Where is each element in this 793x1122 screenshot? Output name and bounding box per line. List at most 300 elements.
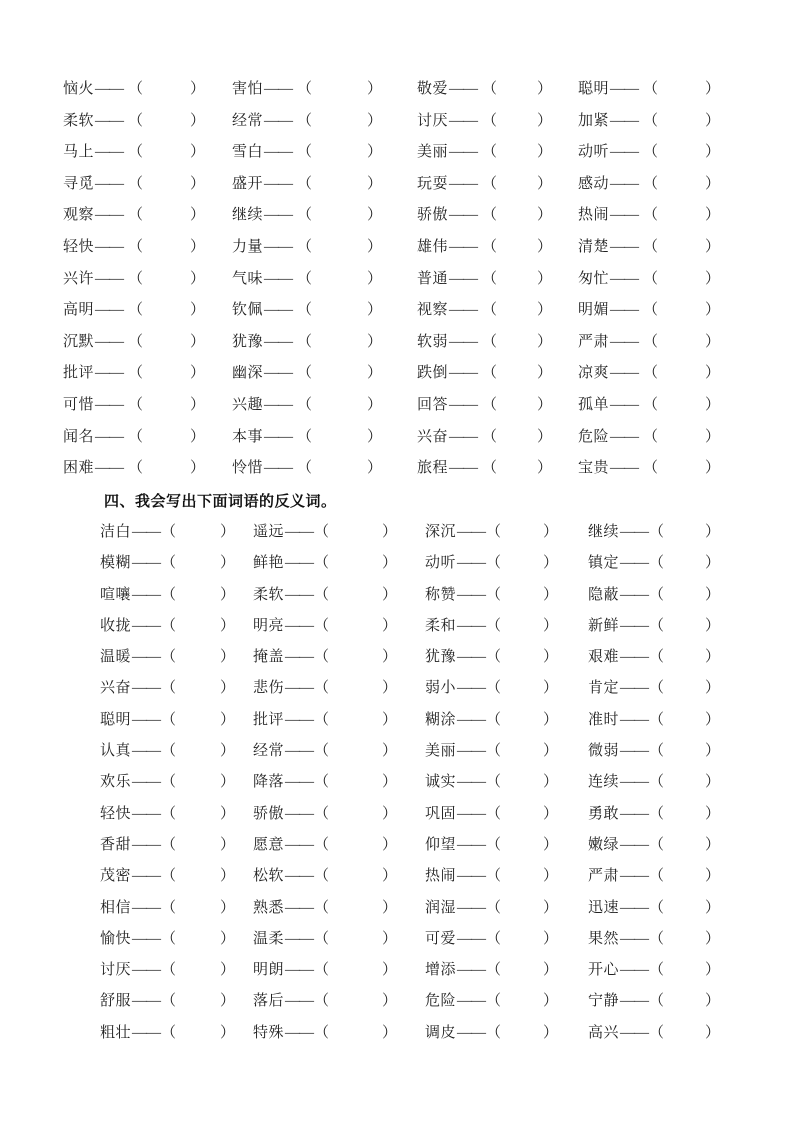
close-paren: ） xyxy=(366,81,382,97)
close-paren: ） xyxy=(381,962,397,979)
close-paren: ） xyxy=(219,586,235,603)
close-paren: ） xyxy=(704,962,720,979)
open-paren: （ xyxy=(649,899,665,916)
dash-separator: —— xyxy=(457,993,486,1010)
open-paren: （ xyxy=(482,270,498,287)
word-row xyxy=(100,992,760,1023)
word-text: 闻名 xyxy=(63,428,95,445)
close-paren: ） xyxy=(219,711,235,728)
word-text: 幽深 xyxy=(232,365,264,382)
word-text: 诚实 xyxy=(425,774,457,791)
word-text: 严肃 xyxy=(578,333,610,350)
open-paren: （ xyxy=(128,365,144,382)
word-text: 热闹 xyxy=(578,207,610,224)
word-cell xyxy=(417,270,552,289)
word-text: 讨厌 xyxy=(417,112,449,129)
word-text: 经常 xyxy=(253,743,285,760)
open-paren: （ xyxy=(643,238,659,255)
dash-separator: —— xyxy=(132,555,161,572)
word-text: 模糊 xyxy=(100,555,132,572)
word-cell xyxy=(253,1024,397,1043)
close-paren: ） xyxy=(381,836,397,853)
open-paren: （ xyxy=(161,962,177,979)
word-text: 迅速 xyxy=(588,899,620,916)
word-text: 愿意 xyxy=(253,836,285,853)
word-text: 茂密 xyxy=(100,868,132,885)
word-text: 兴许 xyxy=(63,270,95,287)
open-paren: （ xyxy=(486,836,502,853)
word-text: 力量 xyxy=(232,238,264,255)
dash-separator: —— xyxy=(132,1024,161,1041)
word-text: 兴奋 xyxy=(100,680,132,697)
word-cell xyxy=(425,648,558,667)
word-text: 掩盖 xyxy=(253,649,285,666)
word-row xyxy=(63,364,763,396)
dash-separator: —— xyxy=(264,333,293,350)
open-paren: （ xyxy=(649,680,665,697)
word-cell xyxy=(100,930,235,949)
word-cell xyxy=(253,586,397,605)
open-paren: （ xyxy=(482,112,498,129)
dash-separator: —— xyxy=(620,586,649,603)
close-paren: ） xyxy=(704,805,720,822)
dash-separator: —— xyxy=(264,460,293,477)
word-row xyxy=(63,80,763,112)
dash-separator: —— xyxy=(610,460,639,477)
word-text: 气味 xyxy=(232,270,264,287)
open-paren: （ xyxy=(643,81,659,97)
close-paren: ） xyxy=(381,524,397,540)
close-paren: ） xyxy=(189,144,205,161)
open-paren: （ xyxy=(161,649,177,666)
word-text: 明朗 xyxy=(253,962,285,979)
dash-separator: —— xyxy=(620,555,649,572)
open-paren: （ xyxy=(297,112,313,129)
dash-separator: —— xyxy=(610,112,639,129)
dash-separator: —— xyxy=(449,428,478,445)
word-text: 感动 xyxy=(578,175,610,192)
open-paren: （ xyxy=(643,144,659,161)
word-text: 本事 xyxy=(232,428,264,445)
open-paren: （ xyxy=(314,617,330,634)
section-antonyms-list xyxy=(100,523,760,1055)
word-cell xyxy=(63,396,205,415)
dash-separator: —— xyxy=(264,302,293,319)
word-text: 危险 xyxy=(578,428,610,445)
section-synonyms-list xyxy=(63,80,763,491)
close-paren: ） xyxy=(704,680,720,697)
word-text: 果然 xyxy=(588,930,620,947)
word-text: 肯定 xyxy=(588,680,620,697)
close-paren: ） xyxy=(381,586,397,603)
dash-separator: —— xyxy=(95,365,124,382)
word-cell xyxy=(417,364,552,383)
dash-separator: —— xyxy=(449,460,478,477)
open-paren: （ xyxy=(643,112,659,129)
word-cell xyxy=(578,143,720,162)
word-text: 寻觅 xyxy=(63,175,95,192)
close-paren: ） xyxy=(704,524,720,540)
open-paren: （ xyxy=(486,649,502,666)
close-paren: ） xyxy=(704,333,720,350)
close-paren: ） xyxy=(536,112,552,129)
word-text: 可爱 xyxy=(425,930,457,947)
word-text: 勇敢 xyxy=(588,805,620,822)
word-cell xyxy=(578,270,720,289)
open-paren: （ xyxy=(482,81,498,97)
dash-separator: —— xyxy=(132,524,161,540)
dash-separator: —— xyxy=(285,930,314,947)
word-cell xyxy=(100,805,235,824)
dash-separator: —— xyxy=(132,649,161,666)
close-paren: ） xyxy=(219,962,235,979)
dash-separator: —— xyxy=(285,617,314,634)
dash-separator: —— xyxy=(264,175,293,192)
word-cell xyxy=(578,112,720,131)
close-paren: ） xyxy=(219,899,235,916)
word-cell xyxy=(425,1024,558,1043)
word-row xyxy=(63,143,763,175)
word-text: 可惜 xyxy=(63,396,95,413)
open-paren: （ xyxy=(486,743,502,760)
word-text: 聪明 xyxy=(578,81,610,97)
word-cell xyxy=(253,679,397,698)
open-paren: （ xyxy=(649,993,665,1010)
dash-separator: —— xyxy=(449,175,478,192)
close-paren: ） xyxy=(536,175,552,192)
open-paren: （ xyxy=(314,649,330,666)
open-paren: （ xyxy=(649,649,665,666)
open-paren: （ xyxy=(643,428,659,445)
word-row xyxy=(100,930,760,961)
close-paren: ） xyxy=(536,333,552,350)
dash-separator: —— xyxy=(264,81,293,97)
close-paren: ） xyxy=(366,428,382,445)
word-text: 宁静 xyxy=(588,993,620,1010)
dash-separator: —— xyxy=(457,524,486,540)
word-text: 软弱 xyxy=(417,333,449,350)
open-paren: （ xyxy=(161,836,177,853)
open-paren: （ xyxy=(486,617,502,634)
word-text: 熟悉 xyxy=(253,899,285,916)
word-text: 严肃 xyxy=(588,868,620,885)
word-text: 洁白 xyxy=(100,524,132,540)
close-paren: ） xyxy=(704,899,720,916)
open-paren: （ xyxy=(314,868,330,885)
open-paren: （ xyxy=(486,555,502,572)
word-text: 匆忙 xyxy=(578,270,610,287)
word-text: 沉默 xyxy=(63,333,95,350)
dash-separator: —— xyxy=(132,836,161,853)
dash-separator: —— xyxy=(610,333,639,350)
word-text: 加紧 xyxy=(578,112,610,129)
open-paren: （ xyxy=(161,899,177,916)
close-paren: ） xyxy=(189,207,205,224)
dash-separator: —— xyxy=(457,555,486,572)
close-paren: ） xyxy=(189,460,205,477)
dash-separator: —— xyxy=(457,805,486,822)
word-text: 雪白 xyxy=(232,144,264,161)
open-paren: （ xyxy=(128,396,144,413)
word-cell xyxy=(425,711,558,730)
dash-separator: —— xyxy=(132,962,161,979)
word-text: 增添 xyxy=(425,962,457,979)
open-paren: （ xyxy=(649,836,665,853)
close-paren: ） xyxy=(704,836,720,853)
word-cell xyxy=(588,742,720,761)
word-cell xyxy=(253,899,397,918)
word-cell xyxy=(253,711,397,730)
dash-separator: —— xyxy=(457,774,486,791)
word-text: 恼火 xyxy=(63,81,95,97)
word-text: 柔软 xyxy=(63,112,95,129)
word-cell xyxy=(232,333,382,352)
dash-separator: —— xyxy=(610,365,639,382)
word-cell xyxy=(417,396,552,415)
close-paren: ） xyxy=(366,333,382,350)
word-cell xyxy=(425,679,558,698)
open-paren: （ xyxy=(482,175,498,192)
close-paren: ） xyxy=(536,238,552,255)
word-cell xyxy=(425,617,558,636)
close-paren: ） xyxy=(542,680,558,697)
close-paren: ） xyxy=(542,743,558,760)
dash-separator: —— xyxy=(449,144,478,161)
close-paren: ） xyxy=(381,805,397,822)
word-text: 明媚 xyxy=(578,302,610,319)
dash-separator: —— xyxy=(95,238,124,255)
open-paren: （ xyxy=(482,207,498,224)
word-cell xyxy=(588,648,720,667)
open-paren: （ xyxy=(643,396,659,413)
open-paren: （ xyxy=(486,1024,502,1041)
open-paren: （ xyxy=(161,555,177,572)
open-paren: （ xyxy=(486,774,502,791)
close-paren: ） xyxy=(219,930,235,947)
word-text: 新鲜 xyxy=(588,617,620,634)
close-paren: ） xyxy=(219,993,235,1010)
open-paren: （ xyxy=(649,711,665,728)
open-paren: （ xyxy=(314,743,330,760)
open-paren: （ xyxy=(314,586,330,603)
close-paren: ） xyxy=(366,207,382,224)
word-cell xyxy=(63,206,205,225)
open-paren: （ xyxy=(649,1024,665,1041)
dash-separator: —— xyxy=(610,81,639,97)
close-paren: ） xyxy=(542,774,558,791)
dash-separator: —— xyxy=(132,899,161,916)
word-cell xyxy=(588,554,720,573)
dash-separator: —— xyxy=(264,270,293,287)
word-text: 松软 xyxy=(253,868,285,885)
word-row xyxy=(63,112,763,144)
word-cell xyxy=(63,301,205,320)
word-row xyxy=(63,270,763,302)
word-cell xyxy=(253,742,397,761)
dash-separator: —— xyxy=(620,617,649,634)
open-paren: （ xyxy=(486,586,502,603)
open-paren: （ xyxy=(297,396,313,413)
open-paren: （ xyxy=(128,428,144,445)
open-paren: （ xyxy=(643,175,659,192)
word-cell xyxy=(417,238,552,257)
word-cell xyxy=(232,175,382,194)
word-cell xyxy=(578,428,720,447)
word-cell xyxy=(588,836,720,855)
word-cell xyxy=(253,992,397,1011)
dash-separator: —— xyxy=(132,930,161,947)
word-text: 兴奋 xyxy=(417,428,449,445)
dash-separator: —— xyxy=(95,207,124,224)
open-paren: （ xyxy=(314,555,330,572)
dash-separator: —— xyxy=(449,238,478,255)
word-text: 高明 xyxy=(63,302,95,319)
word-cell xyxy=(417,175,552,194)
word-cell xyxy=(253,805,397,824)
open-paren: （ xyxy=(161,743,177,760)
close-paren: ） xyxy=(189,175,205,192)
open-paren: （ xyxy=(161,1024,177,1041)
dash-separator: —— xyxy=(132,711,161,728)
word-cell xyxy=(253,836,397,855)
open-paren: （ xyxy=(643,365,659,382)
word-cell xyxy=(417,143,552,162)
word-cell xyxy=(425,805,558,824)
word-cell xyxy=(417,112,552,131)
word-text: 怜惜 xyxy=(232,460,264,477)
word-cell xyxy=(253,867,397,886)
word-cell xyxy=(588,992,720,1011)
word-text: 嫩绿 xyxy=(588,836,620,853)
open-paren: （ xyxy=(482,302,498,319)
open-paren: （ xyxy=(297,333,313,350)
word-text: 凉爽 xyxy=(578,365,610,382)
open-paren: （ xyxy=(128,460,144,477)
dash-separator: —— xyxy=(264,207,293,224)
word-text: 鲜艳 xyxy=(253,555,285,572)
dash-separator: —— xyxy=(610,302,639,319)
open-paren: （ xyxy=(314,836,330,853)
dash-separator: —— xyxy=(620,743,649,760)
open-paren: （ xyxy=(314,930,330,947)
word-cell xyxy=(425,899,558,918)
dash-separator: —— xyxy=(457,586,486,603)
close-paren: ） xyxy=(542,555,558,572)
close-paren: ） xyxy=(219,805,235,822)
word-cell xyxy=(578,238,720,257)
open-paren: （ xyxy=(486,805,502,822)
close-paren: ） xyxy=(189,112,205,129)
close-paren: ） xyxy=(542,586,558,603)
dash-separator: —— xyxy=(95,270,124,287)
dash-separator: —— xyxy=(449,365,478,382)
open-paren: （ xyxy=(297,460,313,477)
word-text: 弱小 xyxy=(425,680,457,697)
open-paren: （ xyxy=(128,238,144,255)
word-cell xyxy=(63,238,205,257)
dash-separator: —— xyxy=(285,1024,314,1041)
open-paren: （ xyxy=(314,805,330,822)
close-paren: ） xyxy=(381,711,397,728)
word-text: 落后 xyxy=(253,993,285,1010)
word-cell xyxy=(425,773,558,792)
dash-separator: —— xyxy=(95,81,124,97)
word-cell xyxy=(578,333,720,352)
word-cell xyxy=(417,206,552,225)
dash-separator: —— xyxy=(620,868,649,885)
open-paren: （ xyxy=(486,930,502,947)
word-row xyxy=(100,523,760,554)
close-paren: ） xyxy=(366,460,382,477)
word-text: 相信 xyxy=(100,899,132,916)
dash-separator: —— xyxy=(457,868,486,885)
close-paren: ） xyxy=(542,649,558,666)
word-text: 喧嚷 xyxy=(100,586,132,603)
dash-separator: —— xyxy=(285,805,314,822)
open-paren: （ xyxy=(649,805,665,822)
word-text: 明亮 xyxy=(253,617,285,634)
open-paren: （ xyxy=(649,524,665,540)
open-paren: （ xyxy=(297,270,313,287)
word-text: 糊涂 xyxy=(425,711,457,728)
open-paren: （ xyxy=(649,868,665,885)
close-paren: ） xyxy=(704,396,720,413)
word-cell xyxy=(100,679,235,698)
word-text: 巩固 xyxy=(425,805,457,822)
word-text: 回答 xyxy=(417,396,449,413)
word-text: 骄傲 xyxy=(253,805,285,822)
word-cell xyxy=(417,459,552,478)
open-paren: （ xyxy=(643,460,659,477)
word-row xyxy=(100,742,760,773)
close-paren: ） xyxy=(381,555,397,572)
open-paren: （ xyxy=(486,524,502,540)
word-text: 舒服 xyxy=(100,993,132,1010)
close-paren: ） xyxy=(536,365,552,382)
word-text: 兴趣 xyxy=(232,396,264,413)
word-cell xyxy=(63,333,205,352)
word-cell xyxy=(253,554,397,573)
close-paren: ） xyxy=(381,774,397,791)
word-cell xyxy=(425,930,558,949)
word-text: 钦佩 xyxy=(232,302,264,319)
open-paren: （ xyxy=(482,238,498,255)
dash-separator: —— xyxy=(132,743,161,760)
open-paren: （ xyxy=(643,207,659,224)
word-cell xyxy=(100,523,235,542)
word-cell xyxy=(425,867,558,886)
word-text: 犹豫 xyxy=(232,333,264,350)
word-text: 犹豫 xyxy=(425,649,457,666)
word-cell xyxy=(232,80,382,99)
word-cell xyxy=(232,301,382,320)
word-row xyxy=(100,867,760,898)
dash-separator: —— xyxy=(285,993,314,1010)
word-row xyxy=(100,773,760,804)
word-text: 隐蔽 xyxy=(588,586,620,603)
word-text: 愉快 xyxy=(100,930,132,947)
word-text: 盛开 xyxy=(232,175,264,192)
word-text: 视察 xyxy=(417,302,449,319)
dash-separator: —— xyxy=(620,774,649,791)
close-paren: ） xyxy=(189,428,205,445)
close-paren: ） xyxy=(366,112,382,129)
close-paren: ） xyxy=(219,836,235,853)
close-paren: ） xyxy=(366,302,382,319)
word-cell xyxy=(253,523,397,542)
open-paren: （ xyxy=(649,743,665,760)
word-cell xyxy=(63,459,205,478)
